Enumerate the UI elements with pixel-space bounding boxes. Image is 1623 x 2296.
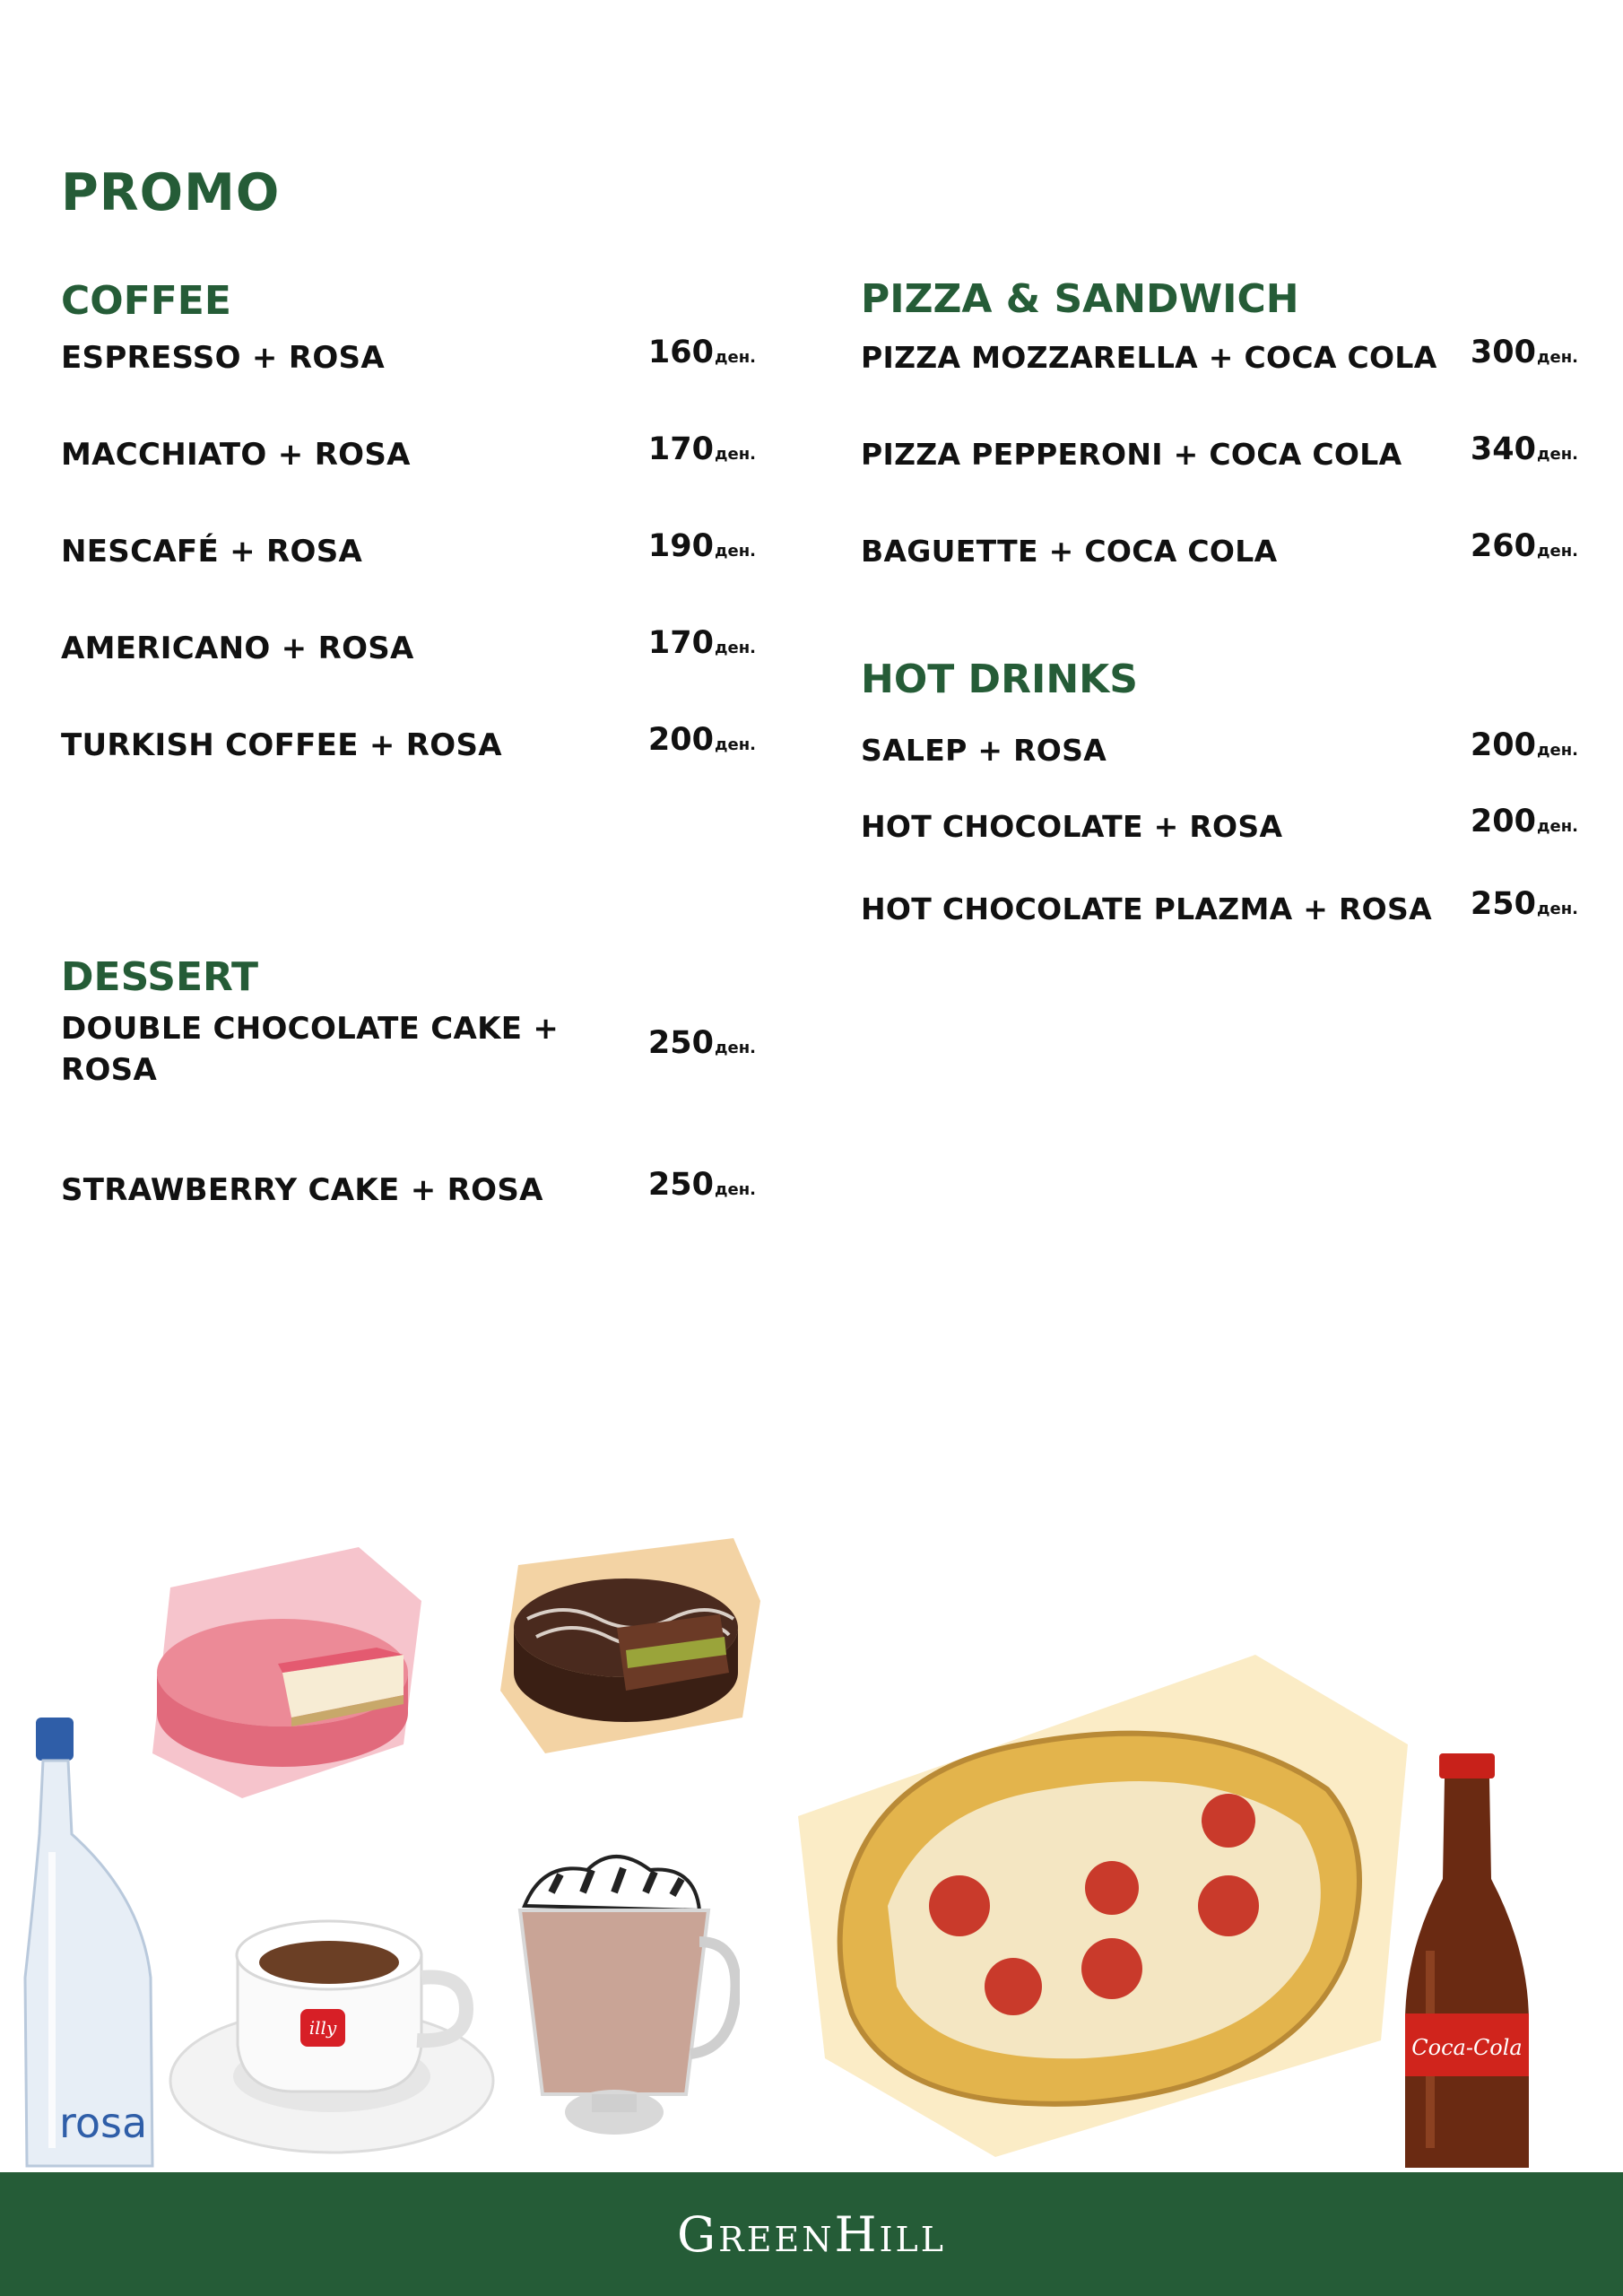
item-name: AMERICANO + ROSA: [61, 631, 414, 666]
menu-item: [861, 429, 1578, 475]
section-title-dessert: DESSERT: [61, 954, 258, 1000]
menu-item: [61, 1008, 756, 1091]
cup-logo: illy: [308, 2017, 337, 2039]
water-bottle-image: [16, 1718, 164, 2170]
item-price: [1471, 332, 1578, 378]
price-currency: ден.: [714, 1039, 756, 1057]
item-name: MACCHIATO + ROSA: [61, 437, 411, 473]
menu-item: [61, 719, 756, 766]
strawberry-cake-image: [135, 1538, 457, 1807]
price-value: 250: [647, 1167, 714, 1203]
item-name: HOT CHOCOLATE PLAZMA + ROSA: [861, 891, 1432, 926]
price-value: 190: [647, 528, 714, 564]
item-price: [1471, 429, 1578, 475]
item-name: NESCAFÉ + ROSA: [61, 534, 363, 570]
item-price: [1471, 883, 1578, 930]
price-currency: ден.: [714, 542, 756, 561]
item-price: [1471, 526, 1578, 572]
price-currency: ден.: [714, 735, 756, 754]
section-title-coffee: COFFEE: [61, 278, 231, 324]
item-name: ESPRESSO + ROSA: [61, 340, 385, 376]
item-name: SALEP + ROSA: [861, 733, 1107, 768]
price-currency: ден.: [714, 1180, 756, 1199]
menu-item: [61, 332, 756, 378]
menu-item: [61, 622, 756, 669]
price-currency: ден.: [1536, 817, 1578, 836]
espresso-cup-image: [157, 1892, 507, 2161]
price-currency: ден.: [714, 639, 756, 657]
item-price: [648, 1164, 756, 1211]
menu-item: [61, 526, 756, 572]
price-value: 170: [647, 431, 714, 467]
page-title: PROMO: [61, 163, 281, 222]
price-currency: ден.: [1536, 741, 1578, 760]
price-value: 200: [647, 722, 714, 758]
item-price: [648, 719, 756, 766]
item-name: PIZZA PEPPERONI + COCA COLA: [861, 437, 1402, 472]
footer-bar: [0, 2172, 1623, 2296]
item-price: [648, 332, 756, 378]
menu-item: [61, 1164, 756, 1211]
price-currency: ден.: [1536, 542, 1578, 561]
item-name: DOUBLE CHOCOLATE CAKE + ROSA: [61, 1011, 560, 1088]
item-name: STRAWBERRY CAKE + ROSA: [61, 1172, 543, 1208]
price-value: 300: [1470, 335, 1536, 370]
hot-chocolate-image: [507, 1843, 740, 2157]
item-price: [1471, 801, 1578, 848]
water-bottle-label: rosa: [59, 2099, 148, 2147]
price-value: 260: [1470, 528, 1536, 564]
chocolate-cake-image: [491, 1529, 778, 1762]
price-value: 250: [647, 1025, 714, 1061]
price-currency: ден.: [1536, 445, 1578, 464]
price-currency: ден.: [1536, 348, 1578, 367]
price-value: 160: [647, 335, 714, 370]
menu-item: [861, 332, 1578, 378]
price-currency: ден.: [714, 348, 756, 367]
menu-item: [861, 725, 1578, 771]
item-name: TURKISH COFFEE + ROSA: [61, 727, 502, 763]
section-title-hot-drinks: HOT DRINKS: [861, 657, 1138, 702]
menu-item: [61, 429, 756, 475]
brand-logo: GreenHill: [676, 2205, 947, 2263]
price-value: 170: [647, 625, 714, 661]
price-value: 250: [1470, 886, 1536, 922]
cola-bottle-image: [1394, 1753, 1547, 2170]
item-price: [648, 1022, 756, 1069]
item-price: [648, 526, 756, 572]
price-currency: ден.: [1536, 900, 1578, 918]
menu-item: [861, 526, 1578, 572]
pizza-image: [789, 1637, 1435, 2166]
menu-item: [861, 883, 1578, 930]
item-name: PIZZA MOZZARELLA + COCA COLA: [861, 340, 1437, 375]
price-value: 340: [1470, 431, 1536, 467]
menu-item: [861, 801, 1578, 848]
price-value: 200: [1470, 727, 1536, 763]
item-price: [648, 429, 756, 475]
cola-label: Coca-Cola: [1411, 2035, 1523, 2060]
item-price: [648, 622, 756, 669]
price-currency: ден.: [714, 445, 756, 464]
section-title-pizza-sandwich: PIZZA & SANDWICH: [861, 276, 1299, 322]
price-value: 200: [1470, 804, 1536, 839]
item-price: [1471, 725, 1578, 771]
item-name: BAGUETTE + COCA COLA: [861, 534, 1278, 569]
item-name: HOT CHOCOLATE + ROSA: [861, 809, 1283, 844]
